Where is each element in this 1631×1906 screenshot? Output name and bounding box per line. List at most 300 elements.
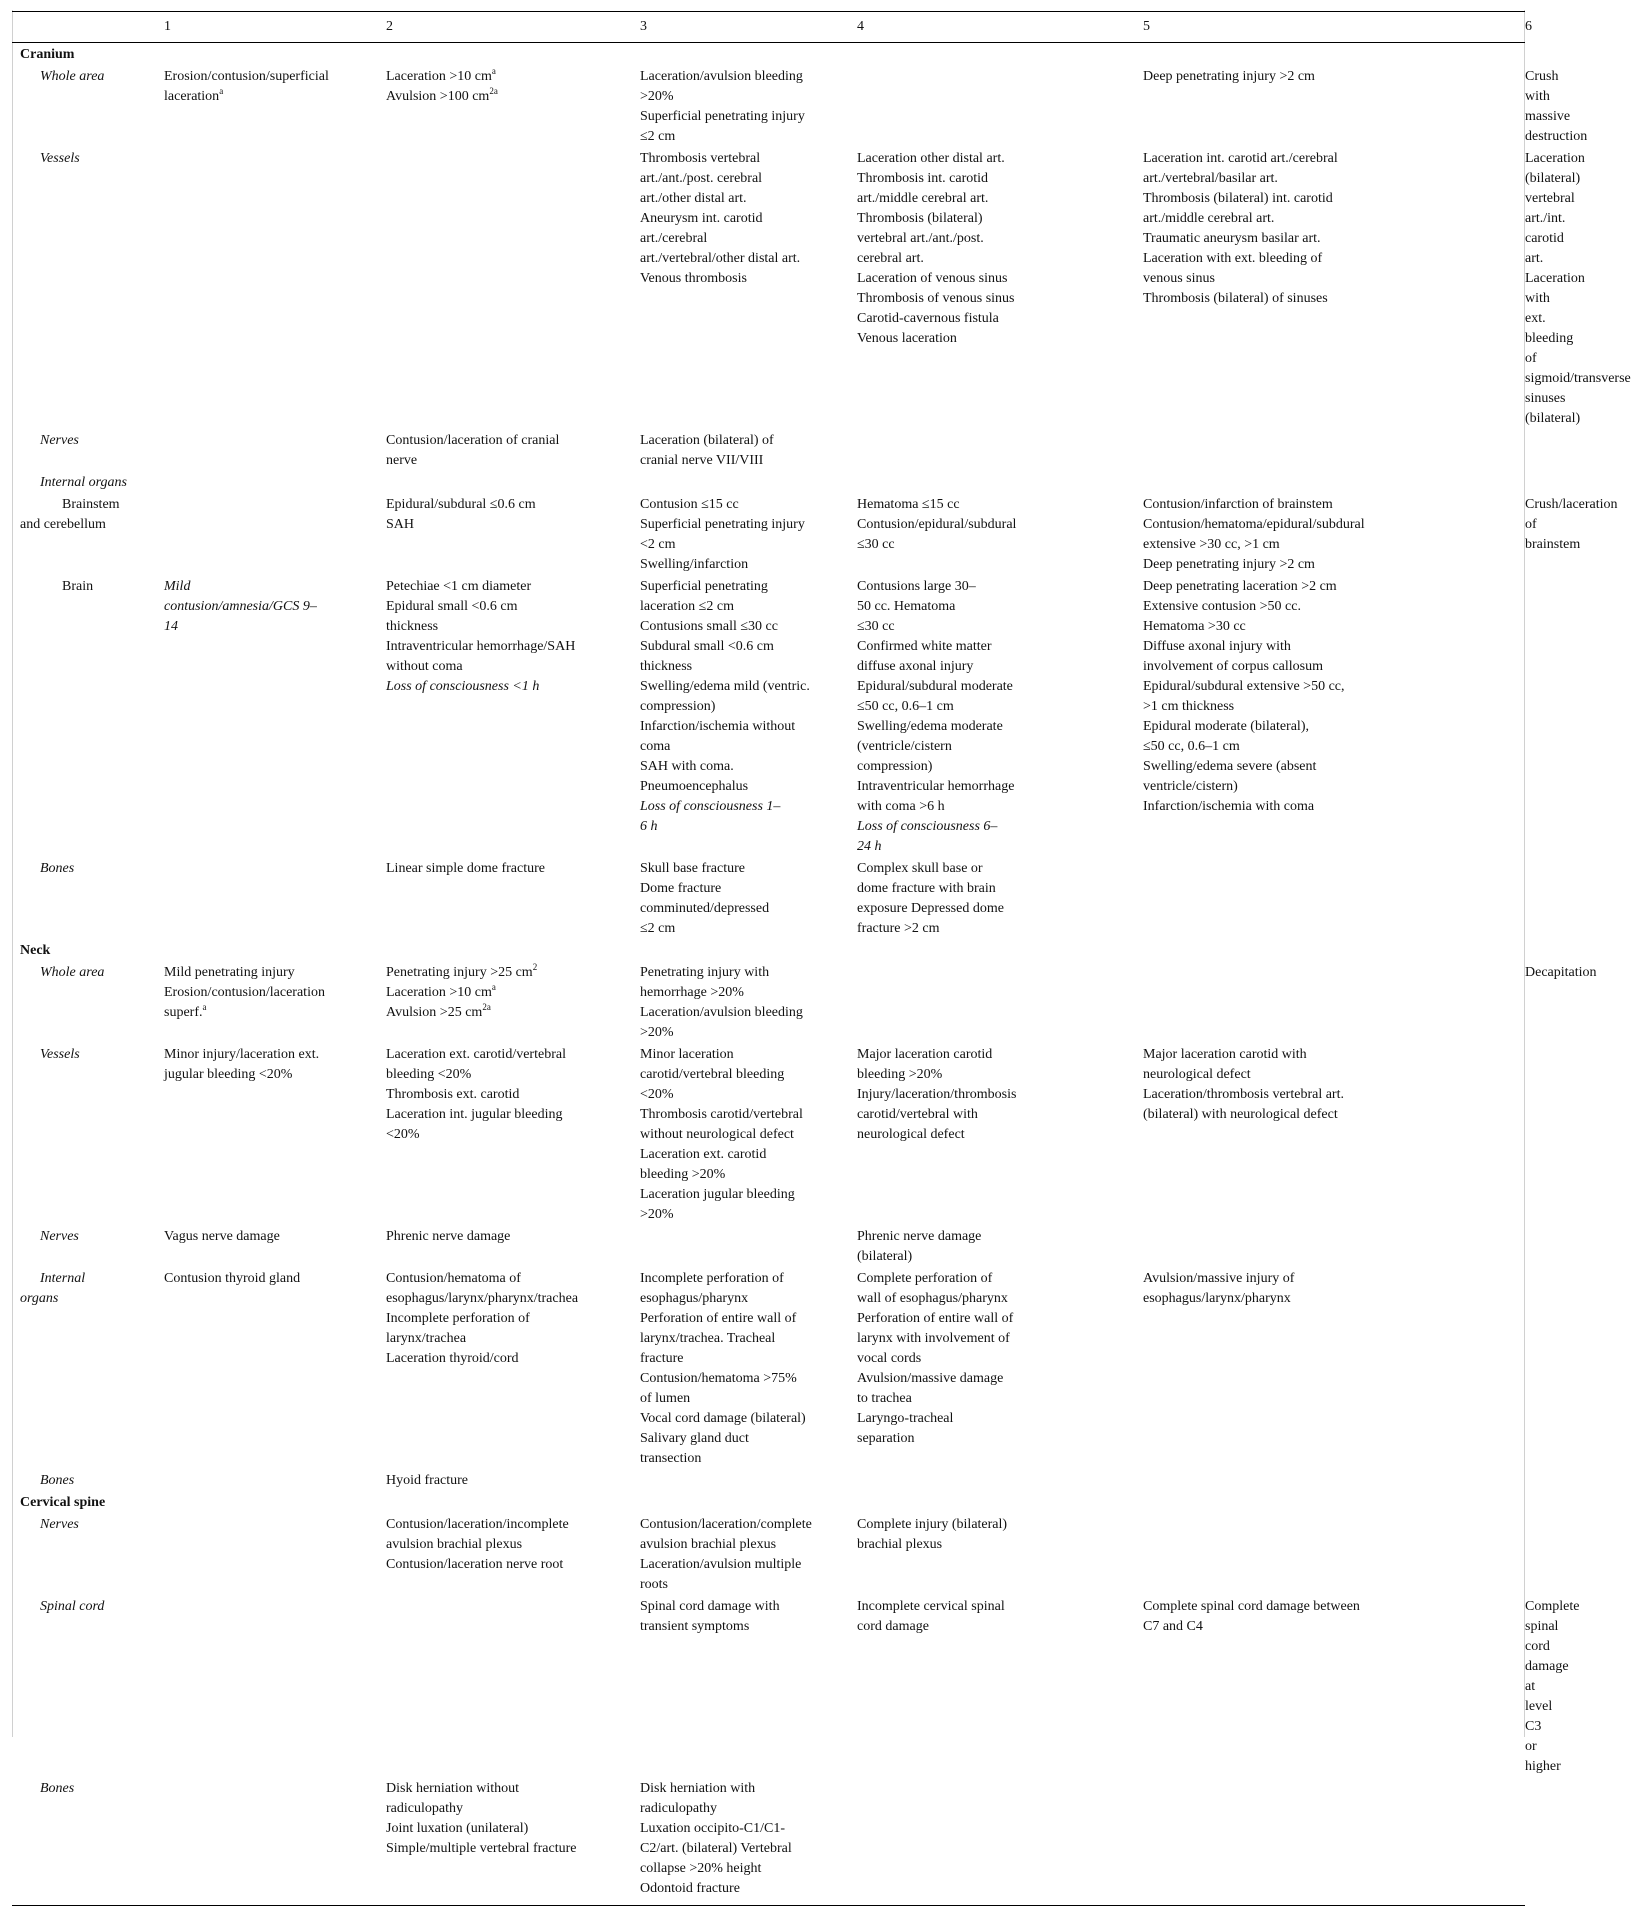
cell-line: ≤50 cc, 0.6–1 cm — [1143, 739, 1240, 754]
table-cell-level-3 — [640, 1469, 857, 1491]
table-cell-level-4 — [857, 471, 1143, 493]
cell-line: Thrombosis of venous sinus — [857, 291, 1015, 306]
cell-line: Laceration ext. carotid/vertebral — [386, 1047, 566, 1062]
table-cell-level-3 — [640, 1777, 857, 1906]
table-cell-level-3 — [640, 857, 857, 939]
table-cell-level-2 — [386, 65, 640, 147]
cell-line: Laceration/thrombosis vertebral art. — [1143, 1087, 1344, 1102]
row-label-spinal-cord: Spinal cord — [40, 1599, 105, 1614]
cell-line: Thrombosis (bilateral) int. carotid — [1143, 191, 1333, 206]
cell-line: collapse >20% height — [640, 1861, 762, 1876]
cell-line: coma — [640, 739, 671, 754]
table-cell-level-3 — [640, 1225, 857, 1267]
cell-line: Carotid-cavernous fistula — [857, 311, 999, 326]
table-cell-level-5 — [1143, 961, 1525, 1043]
cell-line: of lumen — [640, 1391, 691, 1406]
cell-line: carotid/vertebral bleeding — [640, 1067, 785, 1082]
cell-line: Thrombosis int. carotid — [857, 171, 989, 186]
table-cell-level-4 — [857, 1225, 1143, 1267]
cell-line: hemorrhage >20% — [640, 985, 744, 1000]
table-cell-level-3 — [640, 1595, 857, 1777]
table-cell-level-2 — [386, 493, 640, 575]
cell-line: Laceration jugular bleeding — [640, 1187, 795, 1202]
table-cell-level-2 — [386, 429, 640, 471]
cell-line: art./other distal art. — [640, 191, 747, 206]
row-label-line: Internal — [40, 1271, 86, 1286]
cell-line: Contusion/infarction of brainstem — [1143, 497, 1333, 512]
row-label-line: organs — [20, 1291, 59, 1306]
cell-line: Contusion ≤15 cc — [640, 497, 739, 512]
cell-line: 6 h — [640, 819, 658, 834]
cell-line: Complex skull base or — [857, 861, 983, 876]
cell-line: laceration ≤2 cm — [640, 599, 734, 614]
cell-line: Thrombosis (bilateral) of sinuses — [1143, 291, 1328, 306]
section-row-neck — [12, 939, 1525, 961]
cell-line: diffuse axonal injury — [857, 659, 974, 674]
cell-line: Deep penetrating injury >2 cm — [1143, 69, 1315, 84]
table-cell-level-5 — [1143, 1595, 1525, 1777]
cell-line: transient symptoms — [640, 1619, 750, 1634]
cell-line: Laceration (bilateral) of — [640, 433, 774, 448]
cell-line: Contusion/laceration/incomplete — [386, 1517, 569, 1532]
cell-line: Linear simple dome fracture — [386, 861, 545, 876]
cell-line: ≤2 cm — [640, 129, 676, 144]
cell-line: Laceration int. jugular bleeding — [386, 1107, 563, 1122]
row-label-bones: Bones — [40, 1473, 75, 1488]
table-body — [12, 43, 1631, 1906]
table-cell-level-4 — [857, 961, 1143, 1043]
cell-line: Complete spinal cord damage between — [1143, 1599, 1360, 1614]
cell-line: comminuted/depressed — [640, 901, 770, 916]
table-row — [12, 471, 1525, 493]
cell-line: transection — [640, 1451, 702, 1466]
cell-line: venous sinus — [1143, 271, 1215, 286]
table-header: 1 2 3 4 5 6 — [12, 12, 1525, 43]
cell-line: C2/art. (bilateral) Vertebral — [640, 1841, 792, 1856]
cell-line: avulsion brachial plexus — [640, 1537, 777, 1552]
cell-line: neurological defect — [857, 1127, 965, 1142]
table-cell-level-3 — [640, 1043, 857, 1225]
row-label-brain — [12, 575, 164, 857]
cell-line: Extensive contusion >50 cc. — [1143, 599, 1301, 614]
cell-line: cord damage — [857, 1619, 929, 1634]
table-cell-level-1 — [164, 575, 386, 857]
cell-line: ≤30 cc — [857, 537, 895, 552]
cell-line: Hyoid fracture — [386, 1473, 469, 1488]
cell-line: superf.$^a$ — [164, 1002, 207, 1020]
table-cell-level-3 — [640, 65, 857, 147]
footnote-marker: a — [491, 66, 496, 76]
cell-line: Salivary gland duct — [640, 1431, 749, 1446]
table-cell-level-2 — [386, 1469, 640, 1491]
cell-line: fracture >2 cm — [857, 921, 940, 936]
cell-line: larynx/trachea. Tracheal — [640, 1331, 776, 1346]
cell-line: to trachea — [857, 1391, 912, 1406]
cell-line: Confirmed white matter — [857, 639, 992, 654]
cell-line: Loss of consciousness 1– — [640, 799, 781, 814]
cell-line: extensive >30 cc, >1 cm — [1143, 537, 1280, 552]
cell-line: larynx with involvement of — [857, 1331, 1010, 1346]
cell-line: esophagus/larynx/pharynx — [1143, 1291, 1291, 1306]
cell-line: Laceration other distal art. — [857, 151, 1005, 166]
table-cell-level-5 — [1143, 429, 1525, 471]
table-cell-level-3 — [640, 429, 857, 471]
cell-line: (ventricle/cistern — [857, 739, 952, 754]
table-cell-level-5 — [1143, 471, 1525, 493]
cell-line: Disk herniation with — [640, 1781, 756, 1796]
cell-line: bleeding <20% — [386, 1067, 472, 1082]
cell-line: Incomplete perforation of — [640, 1271, 784, 1286]
row-label-nerves: Nerves — [40, 1517, 79, 1532]
cell-line: Erosion/contusion/laceration — [164, 985, 325, 1000]
cell-line: Avulsion >100 $cm^{2a}$ — [386, 86, 498, 104]
table-cell-level-3 — [640, 1513, 857, 1595]
cell-line: Swelling/infarction — [640, 557, 749, 572]
cell-line: Contusion/laceration nerve root — [386, 1557, 564, 1572]
cell-line: esophagus/larynx/pharynx/trachea — [386, 1291, 579, 1306]
cell-line: SAH — [386, 517, 415, 532]
cell-line: Avulsion >25 $cm^{2a}$ — [386, 1002, 491, 1020]
cell-line: C7 and C4 — [1143, 1619, 1203, 1634]
cell-line: Dome fracture — [640, 881, 722, 896]
section-row-cranium — [12, 43, 1525, 66]
table-cell-level-4 — [857, 1469, 1143, 1491]
footnote-marker: a — [491, 982, 496, 992]
cell-line: cerebral art. — [857, 251, 924, 266]
table-cell-level-3 — [640, 1267, 857, 1469]
table-cell-level-5 — [1143, 1469, 1525, 1491]
header-cell-1: 1 — [164, 12, 386, 43]
cell-line: Swelling/edema severe (absent — [1143, 759, 1317, 774]
cell-line: Deep penetrating laceration >2 cm — [1143, 579, 1337, 594]
table-row — [12, 429, 1525, 471]
table-cell-level-5 — [1143, 1225, 1525, 1267]
table-cell-level-5 — [1143, 147, 1525, 429]
table-cell-level-2 — [386, 575, 640, 857]
table-cell-level-1 — [164, 1469, 386, 1491]
cell-line: 50 cc. Hematoma — [857, 599, 956, 614]
cell-line: roots — [640, 1577, 668, 1592]
table-row: Whole area Erosion/contusion/superficial laceration$^a$ Laceration >10 $cm^a$ Avulsion >100 $cm^{2a}$ Laceration/avulsion bleeding >20% Superficial penetrating injury ≤2 cm Deep penetrating injury >2 cm Crush with massive destruction — [12, 65, 1525, 147]
cell-line: Superficial penetrating injury — [640, 109, 805, 124]
cell-line: Contusions large 30– — [857, 579, 976, 594]
cell-line: Contusion/hematoma >75% — [640, 1371, 797, 1386]
table-cell-level-4 — [857, 1595, 1143, 1777]
table-cell-level-4 — [857, 147, 1143, 429]
table-cell-level-5 — [1143, 575, 1525, 857]
header-cell-label — [12, 12, 164, 43]
cell-line: contusion/amnesia/GCS 9– — [164, 599, 317, 614]
cell-line: Swelling/edema mild (ventric. — [640, 679, 810, 694]
cell-line: Minor laceration — [640, 1047, 734, 1062]
table-cell-level-4 — [857, 1043, 1143, 1225]
row-label-line: and cerebellum — [20, 517, 106, 532]
cell-line: Perforation of entire wall of — [857, 1311, 1014, 1326]
row-label-whole-area: Whole area — [40, 965, 105, 980]
table-cell-level-1 — [164, 471, 386, 493]
cell-line: without coma — [386, 659, 463, 674]
cell-line: Hematoma >30 cc — [1143, 619, 1246, 634]
table-row — [12, 1225, 1525, 1267]
cell-line: Contusion/hematoma of — [386, 1271, 521, 1286]
cell-line: jugular bleeding <20% — [164, 1067, 293, 1082]
cell-line: Contusion thyroid gland — [164, 1271, 301, 1286]
cell-line: Loss of consciousness <1 h — [386, 679, 540, 694]
cell-line: Thrombosis carotid/vertebral — [640, 1107, 803, 1122]
table-cell-level-1 — [164, 1267, 386, 1469]
cell-line: thickness — [386, 619, 439, 634]
cell-line: <20% — [386, 1127, 420, 1142]
table-cell-level-1 — [164, 65, 386, 147]
cell-line: compression) — [857, 759, 933, 774]
cell-line: Minor injury/laceration ext. — [164, 1047, 320, 1062]
table-row — [12, 857, 1525, 939]
cell-line: Epidural/subdural moderate — [857, 679, 1013, 694]
cell-line: Thrombosis (bilateral) — [857, 211, 983, 226]
table-cell-level-2 — [386, 857, 640, 939]
section-title: Cervical spine — [20, 1495, 106, 1510]
cell-line: Diffuse axonal injury with — [1143, 639, 1291, 654]
row-label-line: Brainstem — [62, 497, 120, 512]
cell-line: without neurological defect — [640, 1127, 794, 1142]
cell-line: Vocal cord damage (bilateral) — [640, 1411, 806, 1426]
table-cell-level-3 — [640, 147, 857, 429]
row-label-line: Brain — [62, 579, 94, 594]
table-cell-level-1 — [164, 1777, 386, 1906]
cell-line: laceration$^a$ — [164, 86, 224, 104]
row-label-nerves: Nerves — [40, 433, 79, 448]
header-cell-5: 5 — [1143, 12, 1525, 43]
table-row: Brainstem and cerebellum Epidural/subdural ≤0.6 cm SAH Contusion ≤15 cc Superficial penetrating injury <2 cm Swelling/infarction Hematoma ≤15 cc Contusion/epidural/subdural ≤30 cc Contusion/infarction of brainstem Contusion/hematoma/epidural/subdural extensive >30 cc, >1 cm Deep penetrating injury >2 cm Crush/laceration of brainstem — [12, 493, 1525, 575]
cell-line: Venous laceration — [857, 331, 957, 346]
row-label-bones: Bones — [40, 861, 75, 876]
cell-line: Laceration/avulsion bleeding — [640, 1005, 803, 1020]
table-cell-level-3 — [640, 471, 857, 493]
cell-line: involvement of corpus callosum — [1143, 659, 1324, 674]
cell-line: >20% — [640, 89, 674, 104]
cell-line: Laceration ext. carotid — [640, 1147, 767, 1162]
table-cell-level-2 — [386, 1513, 640, 1595]
cell-line: Contusion/laceration/complete — [640, 1517, 812, 1532]
cell-line: cranial nerve VII/VIII — [640, 453, 764, 468]
cell-line: fracture — [640, 1351, 684, 1366]
cell-line: dome fracture with brain — [857, 881, 996, 896]
cell-line: art./middle cerebral art. — [857, 191, 989, 206]
cell-line: radiculopathy — [640, 1801, 717, 1816]
cell-line: Deep penetrating injury >2 cm — [1143, 557, 1315, 572]
cell-line: >1 cm thickness — [1143, 699, 1235, 714]
cell-line: larynx/trachea — [386, 1331, 467, 1346]
table-cell-level-2 — [386, 1777, 640, 1906]
cell-line: ventricle/cistern) — [1143, 779, 1238, 794]
cell-line: art./middle cerebral art. — [1143, 211, 1275, 226]
table-cell-level-4 — [857, 575, 1143, 857]
table-cell-level-5 — [1143, 493, 1525, 575]
cell-line: Skull base fracture — [640, 861, 745, 876]
cell-line: nerve — [386, 453, 418, 468]
cell-line: neurological defect — [1143, 1067, 1251, 1082]
cell-line: Infarction/ischemia with coma — [1143, 799, 1315, 814]
row-label-brainstem-and-cerebellum — [12, 493, 164, 575]
cell-line: carotid/vertebral with — [857, 1107, 978, 1122]
cell-line: ≤50 cc, 0.6–1 cm — [857, 699, 954, 714]
table-cell-level-3 — [640, 493, 857, 575]
table-cell-level-5 — [1143, 857, 1525, 939]
row-label-vessels: Vessels — [40, 151, 80, 166]
table-cell-level-3 — [640, 575, 857, 857]
cell-line: Thrombosis vertebral — [640, 151, 761, 166]
cell-line: <20% — [640, 1087, 674, 1102]
row-label-nerves: Nerves — [40, 1229, 79, 1244]
cell-line: Venous thrombosis — [640, 271, 747, 286]
table-cell-level-4 — [857, 65, 1143, 147]
cell-line: Disk herniation without — [386, 1781, 519, 1796]
cell-line: Incomplete perforation of — [386, 1311, 530, 1326]
cell-line: ≤30 cc — [857, 619, 895, 634]
cell-line: 24 h — [857, 839, 882, 854]
row-label-bones: Bones — [12, 1777, 164, 1906]
cell-line: thickness — [640, 659, 693, 674]
table-row — [12, 1777, 1525, 1906]
table-row — [12, 1513, 1525, 1595]
cell-line: Avulsion/massive damage — [857, 1371, 1004, 1386]
cell-line: Laceration with ext. bleeding of — [1143, 251, 1323, 266]
table-row: Whole area Mild penetrating injury Erosion/contusion/laceration superf.$^a$ Penetrating injury >25 $cm^2$ Laceration >10 $cm^a$ Avulsion >25 $cm^{2a}$ Penetrating injury with hemorrhage >20% Laceration/avulsion bleeding >20% Decapitation — [12, 961, 1525, 1043]
table-row — [12, 1469, 1525, 1491]
table-cell-level-2 — [386, 1225, 640, 1267]
table-cell-level-1 — [164, 857, 386, 939]
table-cell-level-4 — [857, 857, 1143, 939]
injury-severity-table — [12, 11, 1631, 1906]
row-label-whole-area: Whole area — [40, 69, 105, 84]
table-cell-level-1 — [164, 147, 386, 429]
cell-line: Penetrating injury >25 $cm^2$ — [386, 962, 538, 980]
cell-line: Complete perforation of — [857, 1271, 993, 1286]
cell-line: Infarction/ischemia without — [640, 719, 796, 734]
cell-line: Aneurysm int. carotid — [640, 211, 763, 226]
section-title: Cranium — [20, 47, 75, 62]
table-cell-level-1 — [164, 961, 386, 1043]
cell-line: Laceration/avulsion multiple — [640, 1557, 802, 1572]
table-row: Vessels Thrombosis vertebral art./ant./post. cerebral art./other distal art. Aneurysm int. carotid art./cerebral art./vertebral/other distal art. Venous thrombosis Laceration other distal art. Thrombosis int. carotid art./middle cerebral art. Thrombosis (bilateral) vertebral art./ant./post. cerebral art. Laceration of venous sinus Thrombosis of venous sinus Carotid-cavernous fistula Venous laceration Laceration int. carotid art./cerebral art./vertebral/basilar art. Thrombosis (bilateral) int. carotid art./middle cerebral art. Traumatic aneurysm basilar art. Laceration with ext. bleeding of venous sinus Thrombosis (bilateral) of sinuses Laceration (bilateral) vertebral art./int. carotid art. Laceration with ext. bleeding of sigmoid/transverse sinuses (bilateral) — [12, 147, 1525, 429]
table-cell-level-5 — [1143, 1043, 1525, 1225]
cell-line: >20% — [640, 1025, 674, 1040]
table-row: Spinal cord Spinal cord damage with transient symptoms Incomplete cervical spinal cord damage Complete spinal cord damage between C7 and C4 Complete spinal cord damage at level C3 or higher — [12, 1595, 1525, 1777]
cell-line: (bilateral) with neurological defect — [1143, 1107, 1338, 1122]
section-title: Neck — [20, 943, 51, 958]
cell-line: vocal cords — [857, 1351, 922, 1366]
cell-line: Laceration/avulsion bleeding — [640, 69, 803, 84]
cell-line: Incomplete cervical spinal — [857, 1599, 1005, 1614]
row-label-internal-organs: Internal organs — [40, 475, 127, 490]
cell-line: brachial plexus — [857, 1537, 943, 1552]
cell-line: radiculopathy — [386, 1801, 463, 1816]
cell-line: Epidural/subdural ≤0.6 cm — [386, 497, 536, 512]
cell-line: (bilateral) — [857, 1249, 913, 1264]
table-cell-level-4 — [857, 493, 1143, 575]
cell-line: Pneumoencephalus — [640, 779, 749, 794]
cell-line: compression) — [640, 699, 716, 714]
cell-line: Contusions small ≤30 cc — [640, 619, 778, 634]
table-cell-level-5 — [1143, 1777, 1525, 1906]
table-cell-level-2 — [386, 961, 640, 1043]
cell-line: Contusion/epidural/subdural — [857, 517, 1017, 532]
cell-line: bleeding >20% — [857, 1067, 943, 1082]
cell-line: Penetrating injury with — [640, 965, 770, 980]
cell-line: Intraventricular hemorrhage — [857, 779, 1015, 794]
row-label-vessels: Vessels — [40, 1047, 80, 1062]
cell-line: Laceration of venous sinus — [857, 271, 1008, 286]
cell-line: Epidural small <0.6 cm — [386, 599, 518, 614]
table-cell-level-2 — [386, 1043, 640, 1225]
cell-line: Laceration int. carotid art./cerebral — [1143, 151, 1338, 166]
cell-line: art./vertebral/basilar art. — [1143, 171, 1278, 186]
table-cell-level-1 — [164, 493, 386, 575]
section-row-cervical-spine — [12, 1491, 1525, 1513]
cell-line: Laryngo-tracheal — [857, 1411, 954, 1426]
cell-line: Intraventricular hemorrhage/SAH — [386, 639, 576, 654]
footnote-marker: 2a — [489, 86, 498, 96]
table-cell-level-5 — [1143, 1267, 1525, 1469]
cell-line: wall of esophagus/pharynx — [857, 1291, 1008, 1306]
cell-line: vertebral art./ant./post. — [857, 231, 984, 246]
header-cell-2: 2 — [386, 12, 640, 43]
cell-line: Petechiae <1 cm diameter — [386, 579, 532, 594]
cell-line: ≤2 cm — [640, 921, 676, 936]
table-cell-level-1 — [164, 1595, 386, 1777]
table-cell-level-1 — [164, 1043, 386, 1225]
cell-line: Traumatic aneurysm basilar art. — [1143, 231, 1321, 246]
cell-line: Perforation of entire wall of — [640, 1311, 797, 1326]
cell-line: <2 cm — [640, 537, 676, 552]
table-cell-level-1 — [164, 1225, 386, 1267]
cell-line: Contusion/laceration of cranial — [386, 433, 560, 448]
cell-line: >20% — [640, 1207, 674, 1222]
cell-line: Phrenic nerve damage — [857, 1229, 982, 1244]
cell-line: Hematoma ≤15 cc — [857, 497, 960, 512]
cell-line: Superficial penetrating — [640, 579, 768, 594]
table-cell-level-2 — [386, 147, 640, 429]
cell-line: Injury/laceration/thrombosis — [857, 1087, 1017, 1102]
cell-line: 14 — [164, 619, 178, 634]
table-row — [12, 575, 1525, 857]
cell-line: Simple/multiple vertebral fracture — [386, 1841, 577, 1856]
cell-line: Epidural moderate (bilateral), — [1143, 719, 1309, 734]
cell-line: Swelling/edema moderate — [857, 719, 1003, 734]
table-cell-level-2 — [386, 471, 640, 493]
footnote-marker: a — [202, 1002, 207, 1012]
table-cell-level-5 — [1143, 65, 1525, 147]
cell-line: Spinal cord damage with — [640, 1599, 780, 1614]
row-label-internal-organs — [12, 1267, 164, 1469]
cell-line: Thrombosis ext. carotid — [386, 1087, 520, 1102]
footnote-marker: a — [219, 86, 224, 96]
cell-line: Laceration >10 $cm^a$ — [386, 982, 496, 1000]
cell-line: SAH with coma. — [640, 759, 734, 774]
cell-line: Laceration >10 $cm^a$ — [386, 66, 496, 84]
cell-line: Subdural small <0.6 cm — [640, 639, 774, 654]
table-cell-level-4 — [857, 1777, 1143, 1906]
cell-line: Complete injury (bilateral) — [857, 1517, 1008, 1532]
table-row — [12, 1267, 1525, 1469]
table-cell-level-4 — [857, 429, 1143, 471]
cell-line: Contusion/hematoma/epidural/subdural — [1143, 517, 1365, 532]
cell-line: Odontoid fracture — [640, 1881, 740, 1896]
cell-line: Luxation occipito-C1/C1- — [640, 1821, 786, 1836]
header-cell-3: 3 — [640, 12, 857, 43]
header-cell-4: 4 — [857, 12, 1143, 43]
cell-line: Mild — [164, 579, 191, 594]
